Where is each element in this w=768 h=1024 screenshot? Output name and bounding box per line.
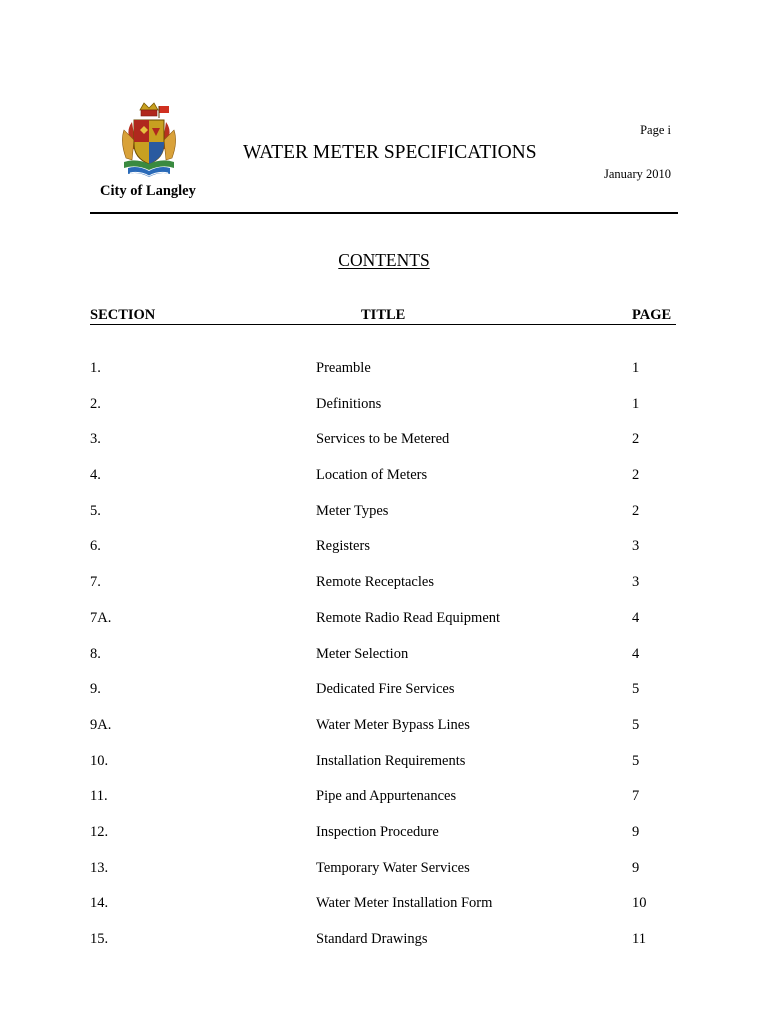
- toc-title: Standard Drawings: [316, 931, 428, 947]
- toc-section-number: 7A.: [90, 609, 112, 626]
- toc-row: [0, 646, 768, 682]
- toc-section-number: 10.: [90, 752, 109, 769]
- city-crest-logo: [118, 100, 180, 180]
- toc-title: Remote Receptacles: [316, 574, 434, 591]
- toc-page-number: 3: [632, 574, 640, 591]
- toc-section-number: 6.: [90, 538, 101, 555]
- toc-row: [0, 396, 768, 432]
- toc-row: [0, 717, 768, 753]
- toc-row: [0, 753, 768, 789]
- toc-row: [0, 431, 768, 467]
- toc-page-number: 7: [632, 788, 640, 805]
- toc-page-number: 9: [632, 859, 640, 876]
- toc-row: [0, 610, 768, 646]
- toc-row: [0, 574, 768, 610]
- toc-page-number: 10: [632, 895, 647, 912]
- toc-section-number: 12.: [90, 823, 109, 840]
- table-of-contents: [0, 360, 768, 967]
- toc-title: Water Meter Bypass Lines: [316, 716, 470, 733]
- column-header-section: SECTION: [90, 307, 156, 323]
- toc-section-number: 7.: [90, 574, 101, 591]
- toc-page-number: 4: [632, 645, 640, 662]
- column-header-rule: [90, 324, 676, 325]
- document-date: January 2010: [604, 167, 671, 181]
- toc-title: Installation Requirements: [316, 752, 466, 769]
- column-header-page: PAGE: [632, 307, 672, 323]
- toc-page-number: 4: [632, 609, 640, 626]
- toc-row: [0, 681, 768, 717]
- toc-section-number: 5.: [90, 502, 101, 519]
- header-divider: [90, 212, 678, 214]
- toc-page-number: 5: [632, 716, 640, 733]
- toc-title: Meter Selection: [316, 645, 409, 662]
- toc-section-number: 15.: [90, 931, 109, 947]
- toc-section-number: 3.: [90, 431, 101, 448]
- toc-title: Inspection Procedure: [316, 823, 439, 840]
- toc-row: [0, 895, 768, 931]
- toc-page-number: 5: [632, 752, 640, 769]
- toc-title: Temporary Water Services: [316, 859, 470, 876]
- toc-page-number: 5: [632, 681, 640, 698]
- toc-section-number: 11.: [90, 788, 108, 805]
- toc-section-number: 9A.: [90, 716, 112, 733]
- contents-heading-text: CONTENTS: [338, 250, 430, 270]
- toc-row: [0, 860, 768, 896]
- toc-page-number: 2: [632, 502, 640, 519]
- toc-title: Location of Meters: [316, 467, 428, 484]
- toc-section-number: 2.: [90, 395, 101, 412]
- contents-heading: [0, 250, 768, 271]
- toc-page-number: 2: [632, 467, 640, 484]
- column-header-title: TITLE: [361, 307, 406, 323]
- toc-title: Preamble: [316, 360, 371, 376]
- document-title: WATER METER SPECIFICATIONS: [243, 142, 537, 163]
- toc-section-number: 13.: [90, 859, 109, 876]
- toc-page-number: 3: [632, 538, 640, 555]
- toc-row: [0, 788, 768, 824]
- toc-title: Services to be Metered: [316, 431, 450, 448]
- toc-title: Water Meter Installation Form: [316, 895, 493, 912]
- toc-row: [0, 824, 768, 860]
- toc-row: [0, 538, 768, 574]
- toc-section-number: 8.: [90, 645, 101, 662]
- toc-section-number: 1.: [90, 360, 101, 376]
- toc-title: Registers: [316, 538, 370, 555]
- toc-title: Pipe and Appurtenances: [316, 788, 457, 805]
- toc-section-number: 9.: [90, 681, 101, 698]
- toc-page-number: 1: [632, 395, 640, 412]
- toc-title: Remote Radio Read Equipment: [316, 609, 501, 626]
- toc-section-number: 4.: [90, 467, 101, 484]
- toc-page-number: 2: [632, 431, 640, 448]
- toc-row: [0, 503, 768, 539]
- toc-row: [0, 931, 768, 967]
- org-name: City of Langley: [100, 183, 196, 199]
- toc-title: Meter Types: [316, 502, 389, 519]
- toc-section-number: 14.: [90, 895, 109, 912]
- toc-page-number: 11: [632, 931, 646, 947]
- toc-row: [0, 467, 768, 503]
- toc-page-number: 1: [632, 360, 640, 376]
- toc-row: [0, 360, 768, 396]
- toc-title: Dedicated Fire Services: [316, 681, 455, 698]
- page-number-label: Page i: [640, 123, 671, 137]
- toc-page-number: 9: [632, 823, 640, 840]
- toc-title: Definitions: [316, 395, 382, 412]
